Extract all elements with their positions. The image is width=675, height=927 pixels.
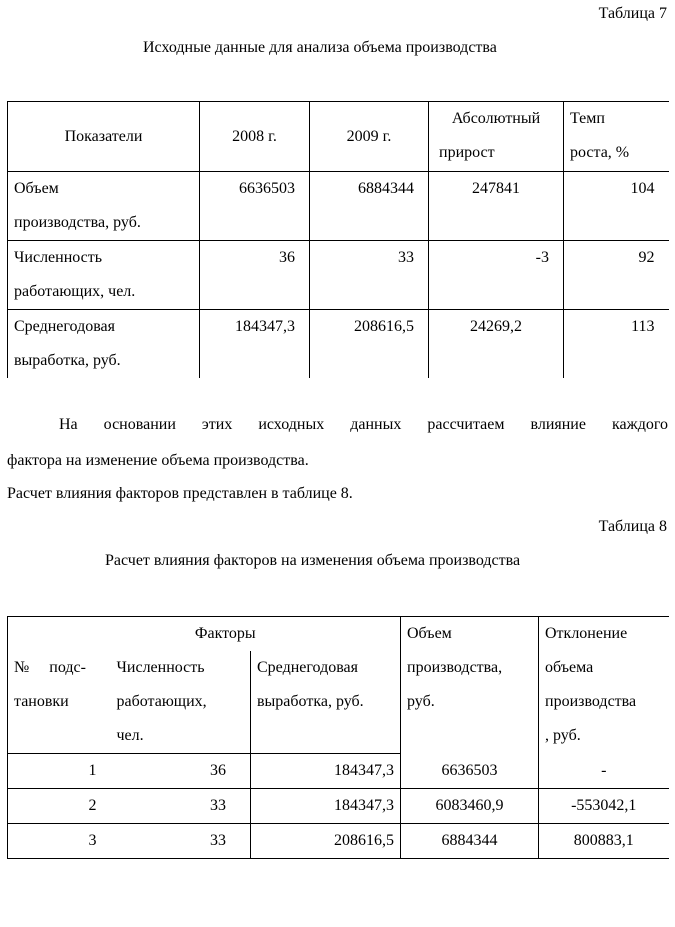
row-name-line2: работающих, чел.: [14, 283, 136, 300]
table7-header-indicator: Показатели: [8, 102, 200, 172]
table8-cell-count: 33: [111, 789, 251, 824]
table-row: [8, 789, 669, 824]
table8-cell-no: 2: [8, 789, 111, 824]
dev-line4: , руб.: [545, 727, 581, 744]
row-name-line1: Объем: [14, 180, 59, 197]
table7-cell-2009: 33: [310, 241, 429, 310]
table-row: [8, 754, 669, 789]
no-line2: тановки: [14, 693, 69, 710]
count-line3: чел.: [116, 727, 144, 744]
table8-title: Расчет влияния факторов на изменения объема производства: [105, 552, 521, 569]
table8-cell-volume: 6083460,9: [401, 789, 539, 824]
table8-header-row-1: [8, 617, 669, 652]
volume-line1: Объем: [407, 625, 452, 642]
table8-cell-no: 1: [8, 754, 111, 789]
table8-cell-count: 33: [111, 824, 251, 859]
table7-header-2009: 2009 г.: [310, 102, 429, 172]
table7-header-abs-line1: Абсолютный: [451, 110, 541, 127]
row-name-line1: Численность: [14, 249, 103, 266]
count-line1: Численность: [116, 659, 205, 676]
dev-line1: Отклонение: [545, 625, 628, 642]
table7-cell-rate: 92: [564, 241, 669, 310]
table7-row-name: [8, 172, 200, 241]
table7-cell-rate: 113: [564, 310, 669, 379]
table8-cell-volume: 6636503: [401, 754, 539, 789]
volume-line2: производства,: [407, 659, 503, 676]
paragraph-line1: На основании этих исходных данных рассчитаем влияние каждого: [59, 416, 668, 433]
table8-cell-output: 184347,3: [251, 789, 401, 824]
table7-cell-2008: 6636503: [200, 172, 310, 241]
output-line2: выработка, руб.: [257, 693, 364, 710]
factors-label: Факторы: [194, 625, 256, 642]
table8: [7, 616, 669, 859]
table7-cell-abs: -3: [429, 241, 564, 310]
table7-header-rate-line2: роста, %: [570, 144, 630, 161]
table8-cell-output: 208616,5: [251, 824, 401, 859]
table8-header-output: [251, 651, 401, 754]
dev-line2: объема: [545, 659, 594, 676]
table8-header-blank: [8, 617, 111, 652]
output-line1: Среднегодовая: [257, 659, 359, 676]
row-name-line1: Среднегодовая: [14, 318, 116, 335]
table7-header-abs-line2: прирост: [439, 144, 495, 161]
table-row: [8, 172, 669, 241]
table7: [7, 101, 669, 378]
table7-cell-rate: 104: [564, 172, 669, 241]
paragraph-line3: Расчет влияния факторов представлен в таблице 8.: [7, 485, 353, 502]
table8-header-dev: [539, 617, 669, 754]
table8-header-no: [8, 651, 111, 754]
table8-cell-count: 36: [111, 754, 251, 789]
table7-header-2008: 2008 г.: [200, 102, 310, 172]
dev-line3: производства: [545, 693, 637, 710]
table7-header-row: [8, 102, 669, 172]
table7-header-rate-line1: Темп: [570, 110, 605, 127]
table8-header-count: [111, 651, 251, 754]
table8-cell-dev: -553042,1: [539, 789, 669, 824]
table7-cell-abs: 24269,2: [429, 310, 564, 379]
table8-cell-dev: 800883,1: [539, 824, 669, 859]
table8-cell-volume: 6884344: [401, 824, 539, 859]
table8-cell-dev: -: [539, 754, 669, 789]
table7-label: Таблица 7: [598, 5, 667, 22]
table7-cell-2009: 6884344: [310, 172, 429, 241]
table7-title: Исходные данные для анализа объема производства: [143, 39, 497, 56]
table8-header-factors: [111, 617, 401, 652]
table8-header-volume: [401, 617, 539, 754]
table7-row-name: [8, 241, 200, 310]
table8-cell-no: 3: [8, 824, 111, 859]
table-row: [8, 241, 669, 310]
table7-cell-abs: 247841: [429, 172, 564, 241]
row-name-line2: производства, руб.: [14, 214, 141, 231]
row-name-line2: выработка, руб.: [14, 352, 121, 369]
table7-cell-2008: 36: [200, 241, 310, 310]
table-row: [8, 824, 669, 859]
paragraph-line2: фактора на изменение объема производства.: [7, 452, 309, 469]
table8-cell-output: 184347,3: [251, 754, 401, 789]
table7-row-name: [8, 310, 200, 379]
table8-label: Таблица 8: [598, 518, 667, 535]
volume-line3: руб.: [407, 693, 435, 710]
table7-header-abs: [429, 102, 564, 172]
table-row: [8, 310, 669, 379]
table7-cell-2009: 208616,5: [310, 310, 429, 379]
table7-header-rate: [564, 102, 669, 172]
no-line1: № подс-: [14, 659, 86, 676]
table7-cell-2008: 184347,3: [200, 310, 310, 379]
count-line2: работающих,: [116, 693, 207, 710]
